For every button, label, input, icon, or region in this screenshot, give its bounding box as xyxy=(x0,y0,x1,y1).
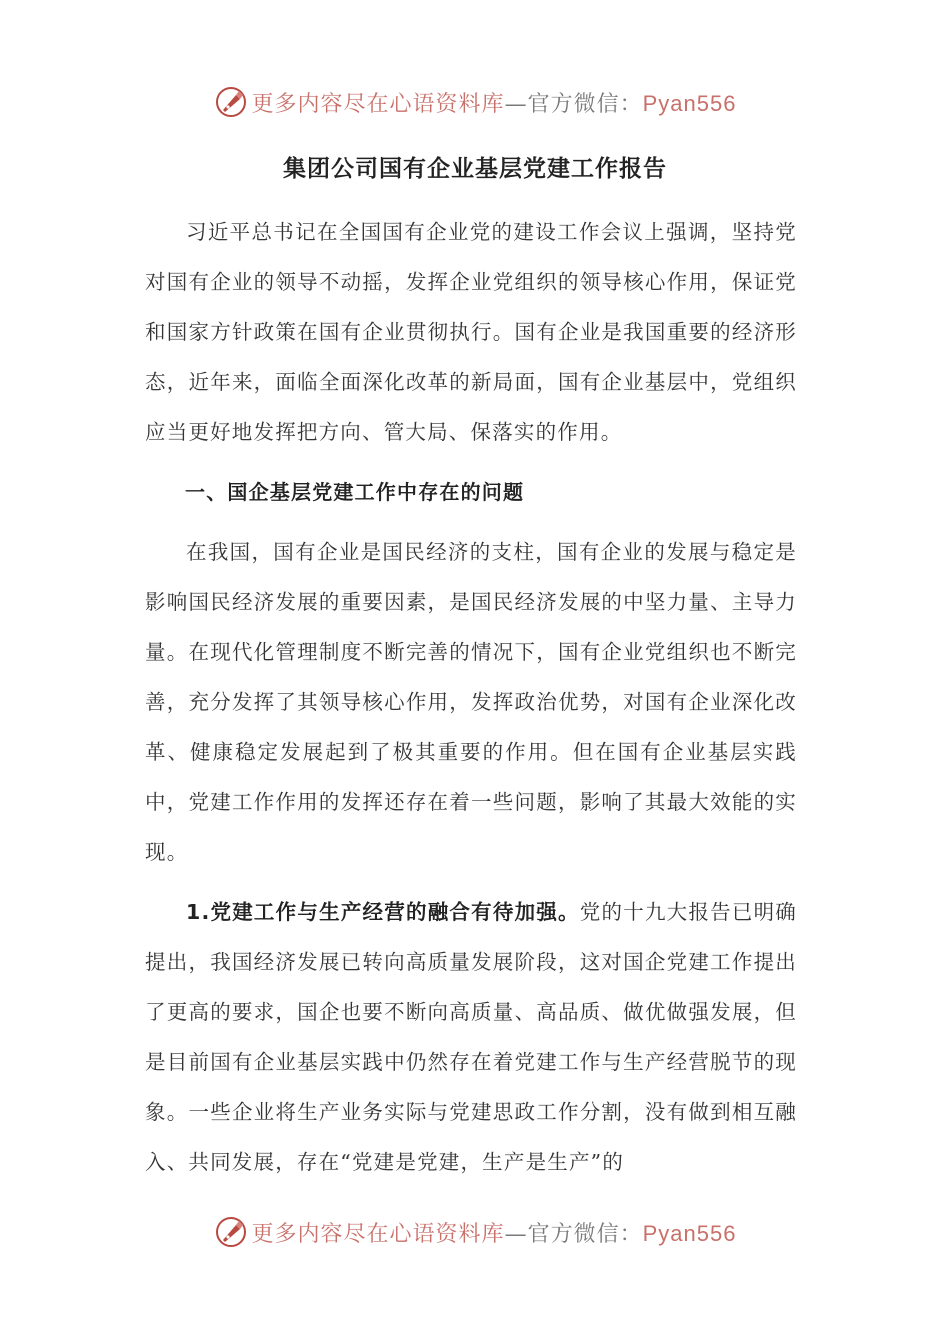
banner-wechat-id: Pyan556 xyxy=(642,90,737,116)
point-paragraph xyxy=(145,887,797,1187)
banner-text xyxy=(252,87,737,118)
section-paragraph: 在我国，国有企业是国民经济的支柱，国有企业的发展与稳定是影响国民经济发展的重要因素，是国民经济发展的中坚力量、主导力量。在现代化管理制度不断完善的情况下，国有企业党组织也不断完善，充分发挥了其领导核心作用，发挥政治优势，对国有企业深化改革、健康稳定发展起到了极其重要的作用。但在国有企业基层实践中，党建工作作用的发挥还存在着一些问题，影响了其最大效能的实现。 xyxy=(145,540,797,864)
pen-nib-icon xyxy=(214,85,248,119)
pen-nib-icon xyxy=(214,1215,248,1249)
banner-prefix: 更多内容尽在心语资料库 xyxy=(251,91,505,117)
point-lead: 1.党建工作与生产经营的融合有待加强。 xyxy=(186,900,580,924)
banner-middle: —官方微信： xyxy=(504,91,643,117)
banner-wechat-id: Pyan556 xyxy=(642,1220,737,1246)
banner-text xyxy=(252,1217,737,1248)
document-body xyxy=(145,207,797,1187)
document-title: 集团公司国有企业基层党建工作报告 xyxy=(283,156,667,182)
section-heading: 一、国企基层党建工作中存在的问题 xyxy=(185,480,525,504)
banner-middle: —官方微信： xyxy=(504,1221,643,1247)
point-text: 党的十九大报告已明确提出，我国经济发展已转向高质量发展阶段，这对国企党建工作提出了更高的要求，国企也要不断向高质量、高品质、做优做强发展，但是目前国有企业基层实践中仍然存在着党建工作与生产经营脱节的现象。一些企业将生产业务实际与党建思政工作分割，没有做到相互融入、共同发展，存在“党建是党建，生产是生产”的 xyxy=(145,900,797,1174)
banner-prefix: 更多内容尽在心语资料库 xyxy=(251,1221,505,1247)
footer-banner xyxy=(0,1210,950,1254)
header-banner xyxy=(0,80,950,124)
intro-paragraph: 习近平总书记在全国国有企业党的建设工作会议上强调，坚持党对国有企业的领导不动摇，发挥企业党组织的领导核心作用，保证党和国家方针政策在国有企业贯彻执行。国有企业是我国重要的经济形态，近年来，面临全面深化改革的新局面，国有企业基层中，党组织应当更好地发挥把方向、管大局、保落实的作用。 xyxy=(145,220,797,444)
